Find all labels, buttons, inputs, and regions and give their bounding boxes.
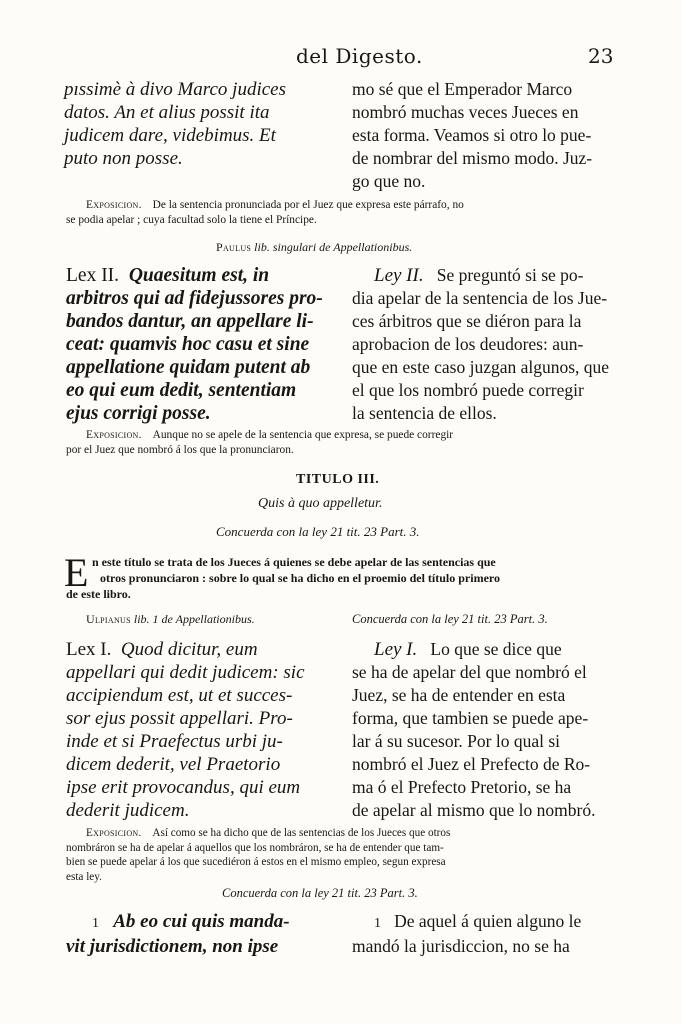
text-line: de este libro. (66, 587, 131, 601)
concordance-note: Concuerda con la ley 21 tit. 23 Part. 3. (352, 612, 548, 626)
text-line: mandó la jurisdiccion, no se ha (352, 936, 570, 956)
text-line: pıssimè à divo Marco judices (64, 79, 286, 100)
exposicion-label: Exposicion. (86, 199, 142, 211)
text-line: ceat: quamvis hoc casu et sine (66, 334, 310, 355)
text-line: nombró muchas veces Jueces en (352, 102, 579, 122)
exposicion-note (66, 826, 450, 884)
text-line: nombráron se ha de apelar á aquellos que los nombráron, se ha de entender que tam- (66, 841, 444, 854)
text-line: eo qui eum dedit, sententiam (66, 380, 297, 401)
text-line: Quaesitum est, in (128, 265, 270, 286)
source-citation (216, 240, 412, 255)
text-line: mo sé que el Emperador Marco (352, 79, 573, 99)
latin-text-block (66, 264, 323, 425)
concordance-note: Concuerda con la ley 21 tit. 23 Part. 3. (216, 524, 420, 539)
latin-text-block (66, 910, 290, 958)
text-line: dederit judicem. (66, 800, 190, 821)
source-work: lib. singulari de Appellationibus. (254, 240, 413, 254)
text-line: nombró el Juez el Prefecto de Ro- (352, 754, 591, 774)
text-line: la sentencia de ellos. (352, 403, 497, 423)
text-line: lar á su sucesor. Por lo qual si (352, 731, 561, 751)
text-line: aprobacion de los deudores: aun- (352, 334, 584, 354)
text-line: puto non posse. (64, 148, 183, 169)
paragraph-number: 1 (92, 916, 99, 931)
section-title: TITULO III. (296, 472, 380, 487)
ley-label: Ley II. (374, 265, 424, 286)
drop-cap: E (64, 550, 89, 595)
text-line: bandos dantur, an appellare li- (66, 311, 314, 332)
text-line: bien se puede apelar á los que sucediéron á estos en el mismo empleo, segun expresa (66, 856, 446, 869)
exposicion-label: Exposicion. (86, 827, 142, 839)
lex-label: Lex I. (66, 639, 112, 660)
source-author: Ulpianus (86, 612, 131, 626)
page-number: 23 (588, 44, 614, 68)
text-line: inde et si Praefectus urbi ju- (66, 731, 283, 752)
text-line: que en este caso juzgan algunos, que (352, 357, 610, 377)
text-line: ces árbitros que se diéron para la (352, 311, 582, 331)
text-line: ma ó el Prefecto Pretorio, se ha (352, 777, 572, 797)
text-line: de apelar al mismo que lo nombró. (352, 800, 596, 820)
text-line: Así como se ha dicho que de las sentencias de los Jueces que otros (152, 827, 451, 839)
text-line: por el Juez que nombró á los que la pronunciaron. (66, 443, 294, 456)
text-line: judicem dare, videbimus. Et (64, 125, 276, 146)
text-line: datos. An et alius possit ita (64, 102, 270, 123)
source-author: Paulus (216, 240, 252, 254)
text-line: Lo que se dice que (430, 639, 562, 659)
spanish-text-block (352, 638, 595, 822)
title-introduction (64, 550, 501, 602)
paragraph-number: 1 (374, 916, 381, 931)
text-line: sor ejus possit appellari. Pro- (66, 708, 293, 729)
text-line: esta forma. Veamos si otro lo pue- (352, 125, 592, 145)
text-line: appellatione quidam putent ab (66, 357, 311, 378)
latin-text-block (64, 78, 286, 170)
text-line: arbitros qui ad fidejussores pro- (66, 288, 323, 309)
exposicion-note (66, 428, 453, 457)
text-line: vit jurisdictionem, non ipse (66, 936, 279, 957)
text-line: ipse erit provocandus, qui eum (66, 777, 301, 798)
running-header: del Digesto. (296, 44, 423, 68)
latin-text-block (66, 638, 305, 822)
text-line: Ab eo cui quis manda- (113, 911, 290, 932)
text-line: n este título se trata de los Jueces á quienes se debe apelar de las sentencias que (92, 555, 496, 569)
text-line: appellari qui dedit judicem: sic (66, 662, 305, 683)
spanish-text-block (352, 910, 582, 958)
text-line: de nombrar del mismo modo. Juz- (352, 148, 593, 168)
text-line: el que los nombró puede corregir (352, 380, 584, 400)
text-line: dia apelar de la sentencia de los Jue- (352, 288, 608, 308)
text-line: otros pronunciaron : sobre lo qual se ha dicho en el proemio del título primero (100, 571, 501, 585)
text-line: se podia apelar ; cuya facultad solo la tiene el Príncipe. (66, 213, 317, 226)
lex-label: Lex II. (66, 265, 120, 286)
source-citation (86, 612, 255, 627)
spanish-text-block (352, 264, 609, 425)
text-line: De la sentencia pronunciada por el Juez que expresa este párrafo, no (152, 199, 464, 211)
text-line: De aquel á quien alguno le (394, 911, 582, 931)
ley-label: Ley I. (374, 639, 418, 660)
text-line: ejus corrigi posse. (66, 403, 211, 424)
text-line: Se preguntó si se po- (436, 265, 584, 285)
exposicion-label: Exposicion. (86, 429, 142, 441)
text-line: accipiendum est, ut et succes- (66, 685, 293, 706)
text-line: se ha de apelar del que nombró el (352, 662, 587, 682)
source-work: lib. 1 de Appellationibus. (133, 612, 255, 626)
text-line: forma, que tambien se puede ape- (352, 708, 589, 728)
exposicion-note (66, 198, 464, 227)
text-line: dicem dederit, vel Praetorio (66, 754, 281, 775)
text-line: esta ley. (66, 870, 102, 883)
text-line: go que no. (352, 171, 426, 191)
concordance-note: Concuerda con la ley 21 tit. 23 Part. 3. (222, 886, 418, 900)
text-line: Aunque no se apele de la sentencia que expresa, se puede corregir (152, 429, 454, 441)
spanish-text-block (352, 78, 592, 193)
text-line: Juez, se ha de entender en esta (352, 685, 566, 705)
section-subtitle: Quis à quo appelletur. (258, 496, 383, 511)
text-line: Quod dicitur, eum (120, 639, 258, 660)
